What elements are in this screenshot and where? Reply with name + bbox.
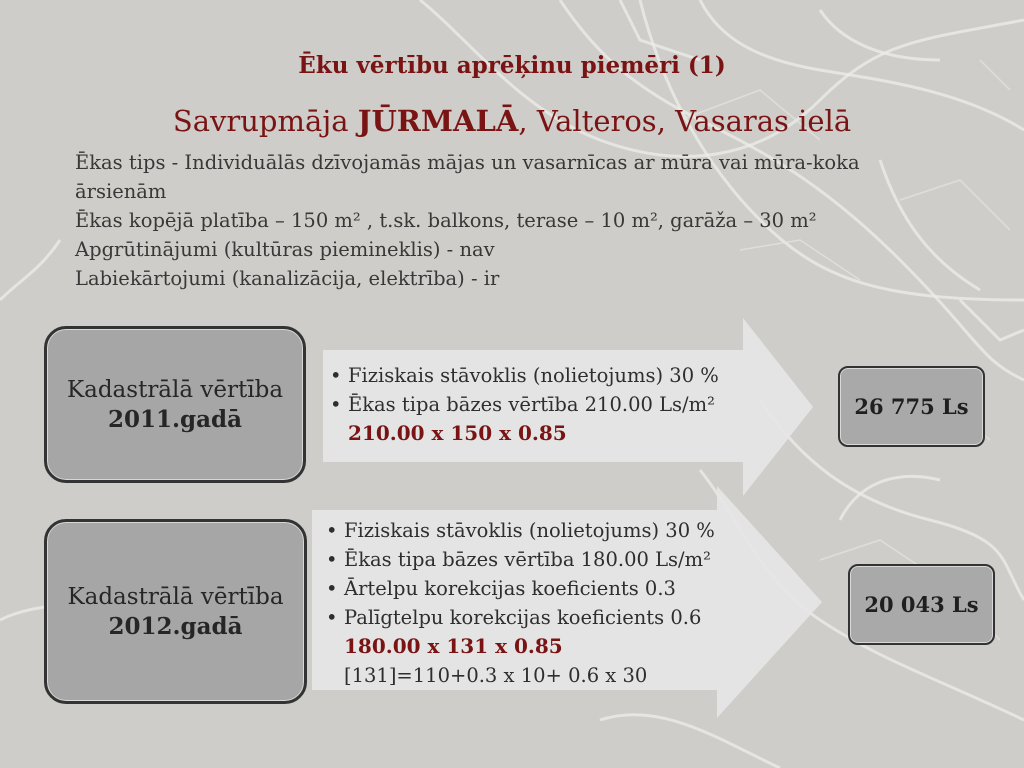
- bullet-item: • Fiziskais stāvoklis (nolietojums) 30 %: [330, 361, 719, 390]
- cadastral-value-2011-box: [44, 326, 306, 483]
- result-value-2012: 20 043 Ls: [848, 564, 995, 645]
- calculation-bullets-2012: [326, 516, 715, 690]
- bullet-item: • Ēkas tipa bāzes vērtība 210.00 Ls/m²: [330, 390, 719, 419]
- slide-subtitle: [0, 104, 1024, 138]
- detail-amenities: Labiekārtojumi (kanalizācija, elektrība) - ir: [75, 267, 500, 290]
- cadastral-value-label: Kadastrālā vērtība: [67, 583, 284, 610]
- detail-building-type-cont: ārsienām: [75, 180, 167, 203]
- cadastral-value-2012-box: [44, 519, 307, 704]
- calculation-formula: 210.00 x 150 x 0.85: [348, 421, 567, 445]
- bullet-item: • Fiziskais stāvoklis (nolietojums) 30 %: [326, 516, 715, 545]
- calculation-formula: 180.00 x 131 x 0.85: [344, 634, 563, 658]
- bullet-item: • Ārtelpu korekcijas koeficients 0.3: [326, 574, 715, 603]
- cadastral-value-label: Kadastrālā vērtība: [66, 376, 284, 403]
- subtitle-city: JŪRMALĀ: [357, 104, 519, 138]
- detail-building-type: Ēkas tips - Individuālās dzīvojamās mājas un vasarnīcas ar mūra vai mūra-koka: [75, 151, 860, 174]
- bullet-item: • Ēkas tipa bāzes vērtība 180.00 Ls/m²: [326, 545, 715, 574]
- subtitle-suffix: , Valteros, Vasaras ielā: [518, 104, 852, 138]
- cadastral-year: 2012.gadā: [108, 612, 243, 640]
- building-details: [75, 148, 955, 293]
- cadastral-year: 2011.gadā: [108, 405, 242, 433]
- bullet-item: • Palīgtelpu korekcijas koeficients 0.6: [326, 603, 715, 632]
- detail-total-area: Ēkas kopējā platība – 150 m² , t.sk. balkons, terase – 10 m², garāža – 30 m²: [75, 209, 817, 232]
- slide-title: Ēku vērtību aprēķinu piemēri (1): [298, 52, 726, 79]
- subtitle-prefix: Savrupmāja: [172, 104, 358, 138]
- result-value-2011: 26 775 Ls: [838, 366, 985, 447]
- detail-encumbrances: Apgrūtinājumi (kultūras piemineklis) - nav: [75, 238, 495, 261]
- calculation-bullets-2011: [330, 361, 719, 448]
- area-breakdown-note: [131]=110+0.3 x 10+ 0.6 x 30: [344, 664, 648, 687]
